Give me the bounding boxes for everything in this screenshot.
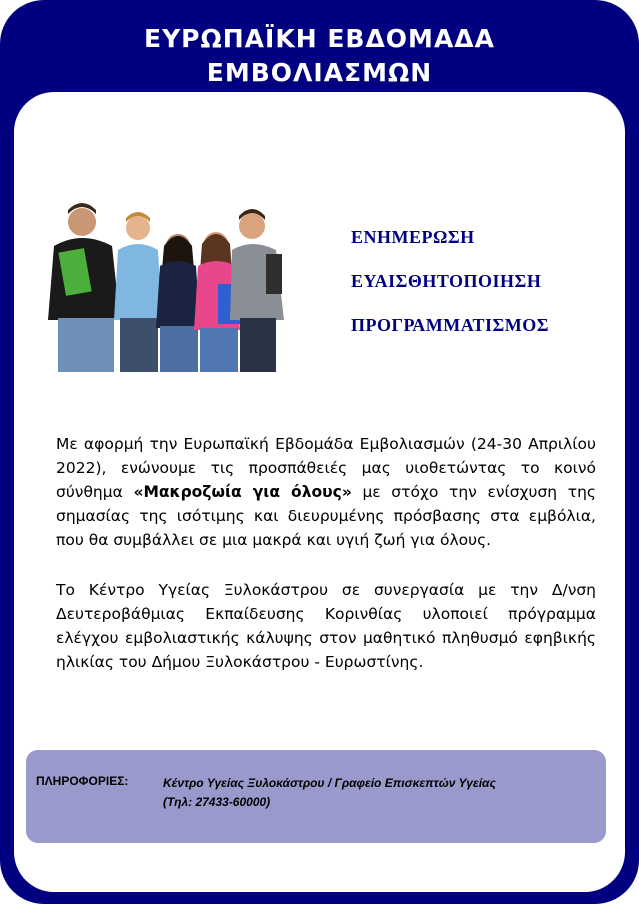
poster-title bbox=[0, 22, 639, 90]
info-box bbox=[26, 750, 606, 843]
title-line-2: ΕΜΒΟΛΙΑΣΜΩΝ bbox=[206, 58, 433, 87]
info-contact bbox=[163, 774, 496, 812]
students-photo bbox=[40, 200, 302, 372]
info-contact-phone: (Τηλ: 27433-60000) bbox=[163, 795, 271, 809]
student-figure bbox=[230, 209, 284, 372]
program-paragraph: Το Κέντρο Υγείας Ξυλοκάστρου σε συνεργασία με την Δ/νση Δευτεροβάθμιας Εκπαίδευσης Κορινθίας υλοποιεί πρόγραμμα ελέγχου εμβολιαστικής κάλυψης στον μαθητικό πληθυσμό εφηβικής ηλικίας του Δήμου Ξυλοκάστρου - Ευρωστίνης. bbox=[56, 581, 596, 671]
slogan: «Μακροζωία για όλους» bbox=[133, 483, 352, 501]
student-figure bbox=[156, 234, 200, 372]
student-figure bbox=[48, 203, 120, 372]
student-figure bbox=[114, 212, 162, 372]
intro-paragraph bbox=[56, 432, 596, 552]
title-line-1: ΕΥΡΩΠΑΪΚΗ ΕΒΔΟΜΑΔΑ bbox=[144, 24, 495, 53]
intro-text-start: Με αφορμή την Ευρωπαϊκή Εβδομάδα Εμβολιασμών (24-30 Απριλίου 2022), ενώνουμε τις προσπάθειές μας υιοθετώντας το κοινό σύνθημα bbox=[56, 435, 596, 501]
keyword-planning: ΠΡΟΓΡΑΜΜΑΤΙΣΜΟΣ bbox=[351, 315, 550, 335]
keyword-awareness: ΕΥΑΙΣΘΗΤΟΠΟΙΗΣΗ bbox=[351, 271, 542, 291]
keyword-list bbox=[351, 226, 549, 358]
intro-text-end: με στόχο την ενίσχυση της σημασίας της ισότιμης και διευρυμένης πρόσβασης στα εμβόλια, που θα συμβάλλει σε μια μακρά και υγιή ζωή για όλους. bbox=[56, 483, 596, 549]
info-label: ΠΛΗΡΟΦΟΡΙΕΣ: bbox=[36, 774, 129, 788]
keyword-information: ΕΝΗΜΕΡΩΣΗ bbox=[351, 227, 475, 247]
info-contact-office: Κέντρο Υγείας Ξυλοκάστρου / Γραφείο Επισκεπτών Υγείας bbox=[163, 776, 496, 790]
